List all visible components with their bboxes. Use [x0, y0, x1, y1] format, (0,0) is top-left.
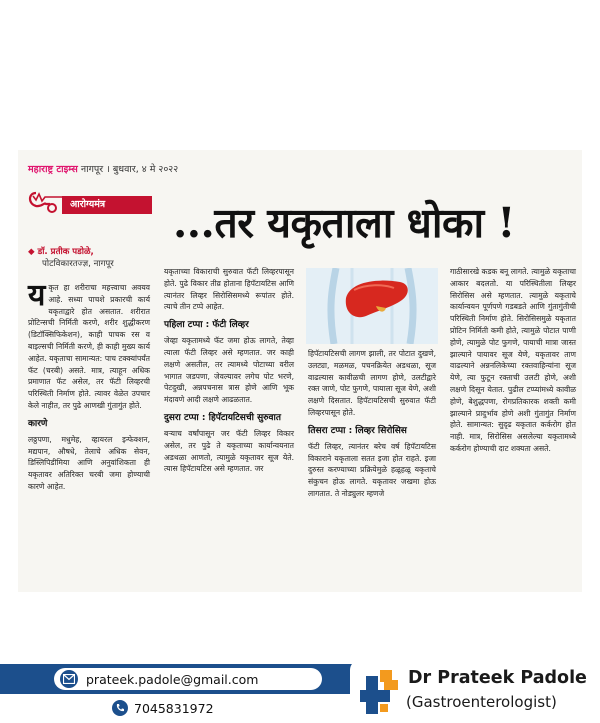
section-label: आरोग्यमंत्र: [62, 196, 152, 214]
envelope-icon: [60, 670, 78, 688]
brand-title: (Gastroenterologist): [406, 693, 557, 711]
cirrhosis-paragraph: गाठीसारखे कडक बनू लागते. त्यामुळे यकृताचा आकार बदलतो. या परिस्थितीला लिव्हर सिरोसिस असे म्हणतात. त्यामुळे यकृताचे कार्यान्वयन पूर्णपणे गडबडते आणि गुंतागुंतीची परिस्थिती निर्माण होते. सिरोसिसमुळे यकृतात प्रोटिन निर्मिती कमी होते, त्यामुळे पोटात पाणी होणे, त्यामुळे पोट फुगणे, पायाची मात्रा जास्त झाल्याने पायावर सूज येणे, यकृतावर ताण वाढल्याने अन्ननलिकेच्या रक्तवाहिन्यांना सूज येणे, त्या फुटून रक्ताची उलटी होणे, अशी लक्षणे दिसून येतात. पुढील टप्प्यांमध्ये कावीळ होणे, बेशुद्धपणा, रोगप्रतिकारक शक्ती कमी झाल्याने प्रादुर्भाव होणे अशी गुंतागुंत निर्माण होते. सामान्यत: सुदृढ यकृतात कर्करोग होत नाही. मात्र, सिरोसिस असलेल्या यकृतामध्ये कर्करोग होण्याची दाट शक्यता असते.: [450, 267, 576, 453]
causes-heading: कारणे: [28, 418, 48, 429]
author-name: ◆ डॉ. प्रतीक पडोळे,: [28, 247, 94, 257]
article-column-1: [28, 278, 150, 493]
phone-contact[interactable]: [112, 700, 214, 716]
brand-name: Dr Prateek Padole: [408, 668, 587, 688]
stage2-heading: दुसरा टप्पा : हिपॅटायटिसची सुरुवात: [164, 412, 281, 423]
stage3-heading: तिसरा टप्पा : लिव्हर सिरोसिस: [308, 425, 407, 436]
headline: ...तर यकृताला धोका !: [173, 199, 515, 247]
article-column-4: [450, 266, 576, 455]
stages-intro: यकृताच्या विकाराची सुरुवात फॅटी लिव्हरपासून होते. पुढे विकार तीव्र होताना हिपॅटायटिस आणि त्यानंतर लिव्हर सिरोसिसमध्ये रूपांतर होते. त्याचे तीन टप्पे आहेत.: [164, 267, 294, 312]
author-designation: पोटविकारतज्ज्ञ, नागपूर: [42, 259, 114, 269]
stage1-paragraph: जेव्हा यकृतामध्ये फॅट जमा होऊ लागते, तेव्हा त्याला फॅटी लिव्हर असे म्हणतात. जर काही लक्षणे असतील, तर त्यामध्ये पोटाच्या वरील भागात जडपणा, जेवल्यावर लगेच पोट भरणे, पेटदुखी, अन्नपचनास त्रास होणे आणि भूक मंदावणे आदी लक्षणे आढळतात.: [164, 336, 294, 405]
causes-paragraph: लठ्ठपणा, मधुमेह, व्हायरल इन्फेक्शन, मद्यपान, औषधे, तेलाचे अधिक सेवन, डिस्लिपिडीमिया आणि अनुवांशिकता ही यकृतावर अतिरिक्त चरबी जमा होण्याची कारणे आहेत.: [28, 434, 150, 491]
stage1-heading: पहिला टप्पा : फॅटी लिव्हर: [164, 320, 249, 331]
brand-card: [350, 660, 600, 723]
doctor-cross-logo: [360, 668, 398, 716]
stage3-paragraph: फॅटी लिव्हर, त्यानंतर बरेच वर्ष हिपॅटायटिस विकाराने यकृताला सतत इजा होत राहते. इजा दुरुस्त करण्याच्या प्रक्रियेमुळे हळूहळू यकृताचे संकुचन होऊ लागते. यकृतावर जखमा होऊ लागतात. ते नोड्युलर म्हणजे: [308, 441, 436, 498]
drop-cap: य: [28, 278, 46, 313]
hepatitis-paragraph: हिपॅटायटिसची लागण झाली, तर पोटात दुखणे, उलट्या, मळमळ, पचनक्रियेत अडथळा, सूज वाढल्यास कावीळची लागण होणे, उलटीद्वारे रक्त जाणे, पोट फुगणे, पायाला सूज येणे, अशी लक्षणे दिसतात. हिपॅटायटिसची सुरुवात फॅटी लिव्हरपासून होते.: [308, 349, 436, 417]
section-badge: [18, 190, 153, 216]
masthead: [28, 162, 178, 175]
newspaper-clipping: [18, 150, 582, 592]
email-address[interactable]: prateek.padole@gmail.com: [86, 671, 259, 687]
article-column-3: [308, 348, 436, 500]
email-contact[interactable]: [54, 668, 322, 690]
stethoscope-icon: [24, 190, 64, 218]
dateline: नागपूर । बुधवार, ४ मे २०२२: [77, 164, 179, 175]
article-column-2: [164, 266, 294, 475]
stage2-paragraph: बऱ्याच वर्षांपासून जर फॅटी लिव्हर विकार असेल, तर पुढे ते यकृताच्या कार्यान्वयनात अडथळा आणतो, त्यामुळे यकृतावर सूज येते. त्यास हिपॅटायटिस असे म्हणतात. जर: [164, 428, 294, 474]
byline: [28, 246, 114, 270]
newspaper-name: महाराष्ट्र टाइम्स: [28, 164, 78, 175]
phone-number[interactable]: 7045831972: [134, 700, 214, 716]
liver-illustration: [306, 268, 438, 344]
intro-paragraph: कृत हा शरीराचा महत्त्वाचा अवयव आहे. सध्या पाचशे प्रकारची कार्य यकृताद्वारे होत असतात. शरीरात प्रोटिन्सची निर्मिती करणे, शरीर शुद्धीकरण (डिटॉक्सिफिकेशन), काही पाचक रस व बाइल्सची निर्मिती करणे, ही काही मुख्य कार्य आहेत. यकृताचा सामान्यत: पाच टक्क्यांपर्यंत फॅट (चरबी) असते. मात्र, त्याहून अधिक प्रमाणात फॅट असेल, तर फॅटी लिव्हरची परिस्थिती निर्माण होते. त्यावर वेळेत उपचार केले नाहीत, तर पुढे आणखी गुंतागुंत होते.: [28, 283, 150, 410]
phone-icon: [112, 700, 128, 716]
